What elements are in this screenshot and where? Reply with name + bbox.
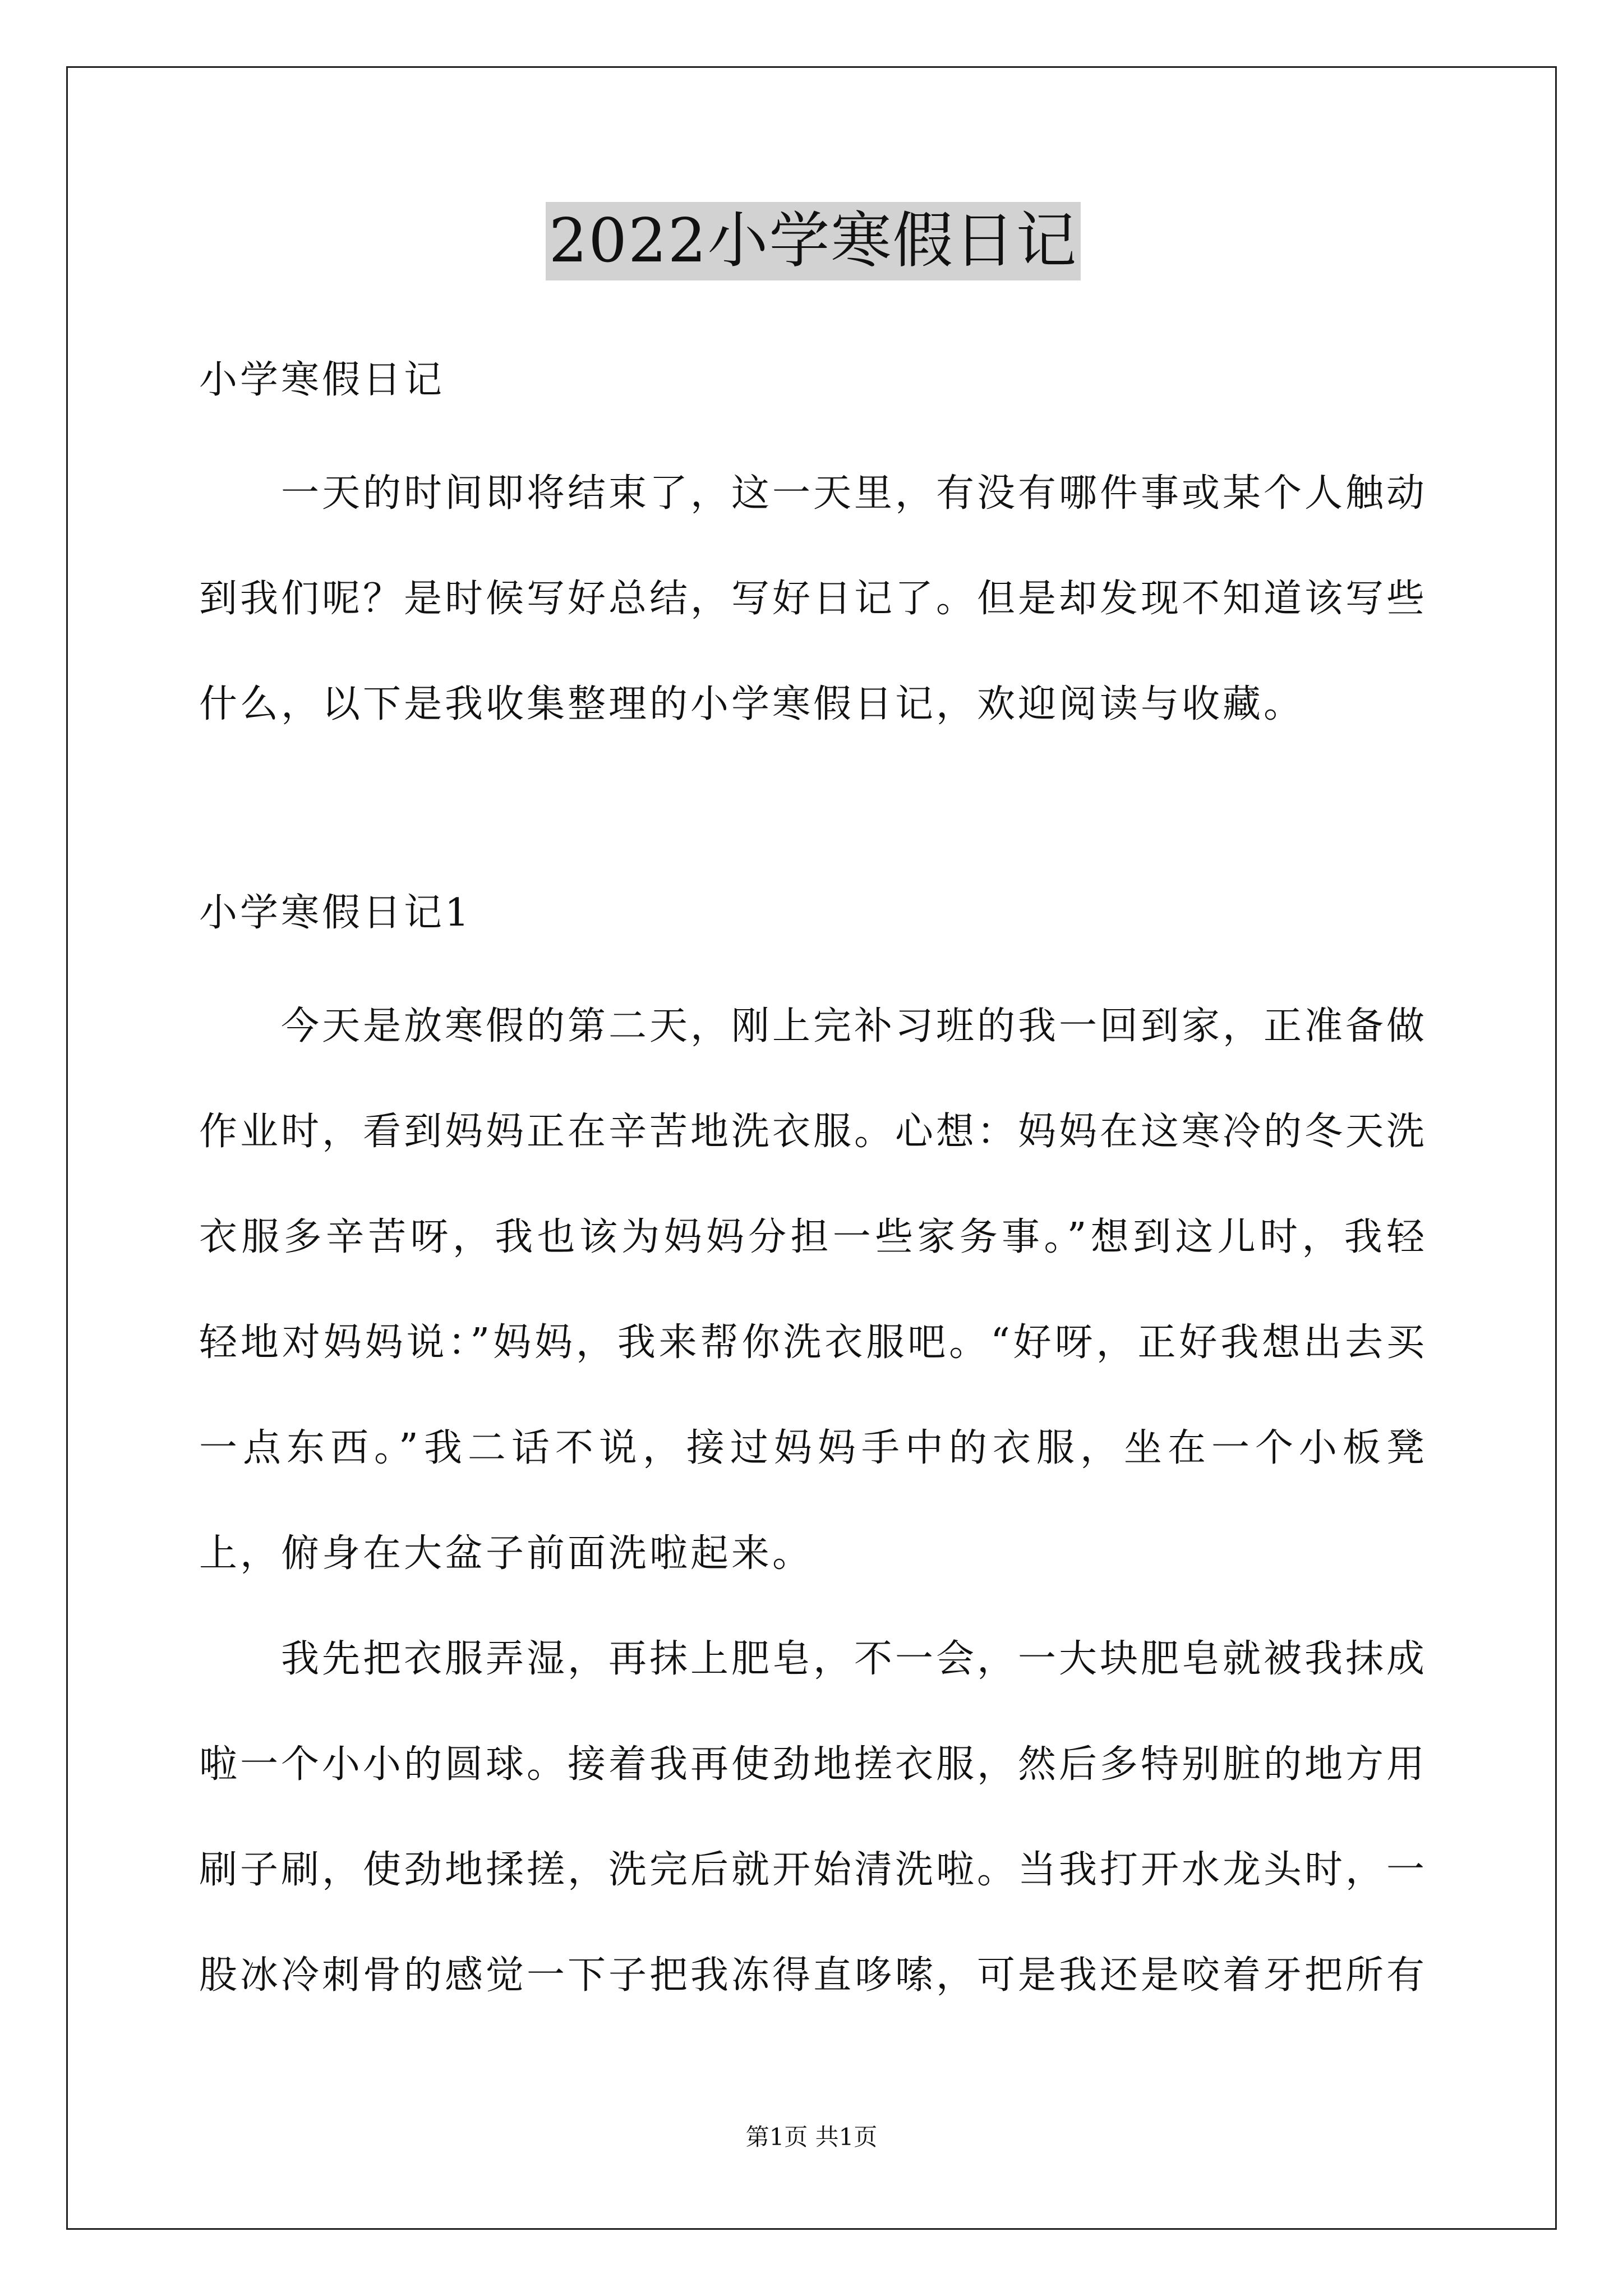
subtitle: 小学寒假日记 [199, 358, 445, 402]
document-title: 2022小学寒假日记 [546, 202, 1081, 280]
page-number: 第1页 共1页 [745, 2123, 878, 2151]
title-wrap [199, 202, 1427, 280]
section1-body [199, 974, 1427, 2028]
intro-paragraph: 一天的时间即将结束了，这一天里，有没有哪件事或某个人触动到我们呢？是时候写好总结，写好日记了。但是却发现不知道该写些什么，以下是我收集整理的小学寒假日记，欢迎阅读与收藏。 [199, 471, 1428, 726]
section-heading-1: 小学寒假日记1 [199, 891, 472, 935]
intro-block [199, 441, 1427, 757]
body-paragraph: 今天是放寒假的第二天，刚上完补习班的我一回到家，正准备做作业时，看到妈妈正在辛苦地洗衣服。心想：妈妈在这寒冷的冬天洗衣服多辛苦呀，我也该为妈妈分担一些家务事。”想到这儿时，我轻轻地对妈妈说：”妈妈，我来帮你洗衣服吧。“好呀，正好我想出去买一点东西。”我二话不说，接过妈妈手中的衣服，坐在一个小板凳上，俯身在大盆子前面洗啦起来。 [199, 1004, 1428, 1576]
body-paragraph: 我先把衣服弄湿，再抹上肥皂，不一会，一大块肥皂就被我抹成啦一个小小的圆球。接着我再使劲地搓衣服，然后多特别脏的地方用刷子刷，使劲地揉搓，洗完后就开始清洗啦。当我打开水龙头时，一股冰冷刺骨的感觉一下子把我冻得直哆嗦，可是我还是咬着牙把所有 [199, 1637, 1428, 1998]
